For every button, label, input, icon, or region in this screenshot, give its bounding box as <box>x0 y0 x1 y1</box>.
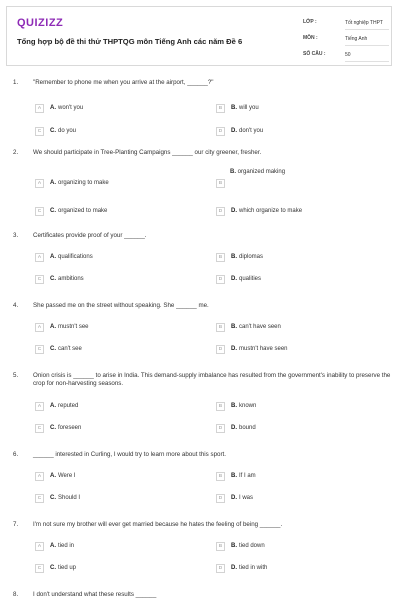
quizizz-logo: QUIZIZZ <box>17 17 64 29</box>
option-letter-box: A <box>35 402 44 411</box>
meta-value: 50 <box>345 50 389 62</box>
option-key: D. <box>231 346 237 352</box>
option-letter-box: B <box>216 472 225 481</box>
option-key: C. <box>50 128 56 134</box>
option-letter-box: C <box>35 345 44 354</box>
option-text: tied up <box>58 565 77 571</box>
option-letter-box: C <box>35 564 44 573</box>
question-number: 4. <box>13 302 19 309</box>
option-text: qualities <box>239 276 262 282</box>
question-text: Onion crisis is ______ to arise in India. This demand-supply imbalance has resulted from the government's inability to preserve the crop for non-harvesting seasons. <box>33 372 391 387</box>
option-text: organizing to make <box>58 180 109 186</box>
option-letter-box: B <box>216 179 225 188</box>
option-letter-box: B <box>216 402 225 411</box>
option-key: A. <box>50 543 56 549</box>
option-text: reputed <box>58 403 79 409</box>
option-text: known <box>239 403 257 409</box>
option-key: D. <box>231 565 237 571</box>
option-b-text-above <box>230 169 285 175</box>
meta-row-class <box>303 16 393 32</box>
option-key: A. <box>50 254 56 260</box>
option-text: qualifications <box>58 254 93 260</box>
option-letter-box: C <box>35 207 44 216</box>
option-key: D. <box>231 128 237 134</box>
option-key: B. <box>231 403 237 409</box>
question-text: ______ interested in Curling, I would try to learn more about this sport. <box>33 451 226 458</box>
option-text: tied down <box>239 543 265 549</box>
option-text: will you <box>239 105 259 111</box>
option-letter-box: B <box>216 542 225 551</box>
option-key: C. <box>50 276 56 282</box>
worksheet-header <box>6 6 392 66</box>
option-letter-box: C <box>35 424 44 433</box>
option-key: A. <box>50 324 56 330</box>
question-text: "Remember to phone me when you arrive at the airport, ______?" <box>33 79 214 86</box>
question-text: She passed me on the street without speaking. She ______ me. <box>33 302 209 309</box>
option-letter-box: C <box>35 127 44 136</box>
option-text: tied in with <box>239 565 268 571</box>
option-text: mustn't have seen <box>239 346 288 352</box>
option-text: which organize to make <box>239 208 303 214</box>
option-text: tied in <box>58 543 75 549</box>
option-letter-box: B <box>216 104 225 113</box>
option-letter-box: D <box>216 564 225 573</box>
option-letter-box: D <box>216 424 225 433</box>
meta-row-count <box>303 48 393 64</box>
option-key: B. <box>231 543 237 549</box>
option-key: B. <box>231 254 237 260</box>
option-letter-box: B <box>216 253 225 262</box>
option-text: can't have seen <box>239 324 281 330</box>
option-letter-box: A <box>35 104 44 113</box>
meta-value: Tốt nghiệp THPT <box>345 18 389 30</box>
question-text: We should participate in Tree-Planting Campaigns ______ our city greener, fresher. <box>33 149 262 156</box>
option-letter-box: D <box>216 345 225 354</box>
meta-label: MÔN : <box>303 35 318 41</box>
option-key: A. <box>50 105 56 111</box>
option-text: I was <box>239 495 254 501</box>
question-text: Certificates provide proof of your ______. <box>33 232 147 239</box>
option-text: can't see <box>58 346 82 352</box>
option-text: mustn't see <box>58 324 89 330</box>
option-text: don't you <box>239 128 264 134</box>
option-text: ambitions <box>58 276 84 282</box>
option-letter-box: D <box>216 494 225 503</box>
meta-fields <box>303 16 393 64</box>
option-letter-box: C <box>35 275 44 284</box>
option-text: foreseen <box>58 425 82 431</box>
option-text: won't you <box>58 105 84 111</box>
option-key: B. <box>231 324 237 330</box>
option-key: D. <box>231 495 237 501</box>
question-number: 7. <box>13 521 19 528</box>
option-key: C. <box>50 346 56 352</box>
option-letter-box: D <box>216 207 225 216</box>
option-key: A. <box>50 403 56 409</box>
option-key: D. <box>231 425 237 431</box>
option-letter-box: A <box>35 542 44 551</box>
question-number: 1. <box>13 79 19 86</box>
option-key: D. <box>231 208 237 214</box>
option-text: organized making <box>237 169 286 175</box>
meta-value: Tiếng Anh <box>345 34 389 46</box>
question-number: 3. <box>13 232 19 239</box>
option-letter-box: A <box>35 179 44 188</box>
option-text: organized to make <box>58 208 108 214</box>
option-key: B. <box>231 473 237 479</box>
option-key: D. <box>231 276 237 282</box>
option-key: A. <box>50 473 56 479</box>
meta-row-subject <box>303 32 393 48</box>
option-letter-box: A <box>35 253 44 262</box>
meta-label: LỚP : <box>303 19 317 25</box>
option-letter-box: D <box>216 275 225 284</box>
question-text: I'm not sure my brother will ever get married because he hates the feeling of being ______. <box>33 521 283 528</box>
option-text: bound <box>239 425 256 431</box>
option-key: B. <box>230 169 236 175</box>
question-number: 5. <box>13 372 19 379</box>
option-letter-box: D <box>216 127 225 136</box>
option-key: C. <box>50 495 56 501</box>
option-letter-box: C <box>35 494 44 503</box>
option-text: Should I <box>58 495 81 501</box>
meta-label: SỐ CÂU : <box>303 51 326 57</box>
question-number: 2. <box>13 149 19 156</box>
option-key: C. <box>50 208 56 214</box>
option-key: A. <box>50 180 56 186</box>
question-text: I don't understand what these results ______ <box>33 591 157 598</box>
option-text: Were I <box>58 473 76 479</box>
option-letter-box: B <box>216 323 225 332</box>
question-number: 8. <box>13 591 19 598</box>
option-text: diplomas <box>239 254 264 260</box>
option-text: do you <box>58 128 77 134</box>
option-text: If I am <box>239 473 256 479</box>
option-letter-box: A <box>35 472 44 481</box>
question-number: 6. <box>13 451 19 458</box>
option-key: C. <box>50 565 56 571</box>
option-key: C. <box>50 425 56 431</box>
option-key: B. <box>231 105 237 111</box>
option-letter-box: A <box>35 323 44 332</box>
worksheet-title: Tổng hợp bộ đề thi thử THPTQG môn Tiếng Anh các năm Đề 6 <box>17 37 243 46</box>
